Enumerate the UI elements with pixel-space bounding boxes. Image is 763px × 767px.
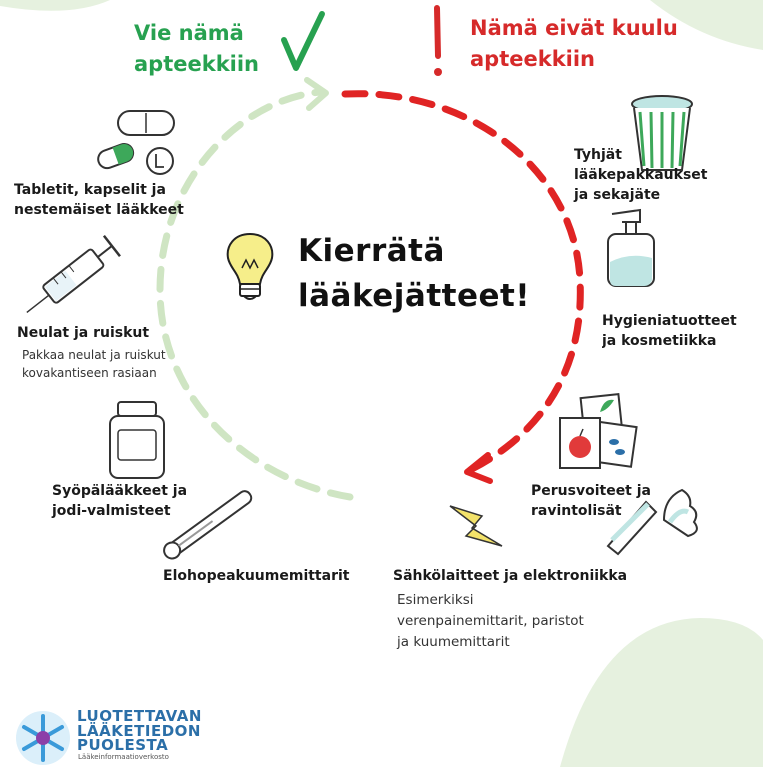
lightning-icon	[450, 506, 502, 546]
item-thermometer-label	[163, 566, 349, 586]
item-syringe-line-1: Neulat ja ruiskut	[17, 325, 150, 341]
item-syringe-note	[22, 346, 166, 382]
center-title-line-1: Kierrätä	[298, 233, 445, 269]
pills-icon	[96, 111, 174, 174]
logo-line-3: PUOLESTA	[77, 736, 169, 754]
item-electronics-note-line-2: verenpainemittarit, paristot	[397, 613, 584, 629]
accepted-heading	[134, 18, 259, 80]
top-left-blob	[0, 0, 110, 11]
item-empty-packages-line-2: lääkepakkaukset	[574, 167, 708, 183]
item-hygiene-line-2: ja kosmetiikka	[602, 333, 717, 349]
rejected-heading-line-2: apteekkiin	[470, 47, 596, 71]
logo-line-1: LUOTETTAVAN	[77, 707, 202, 725]
syringe-icon	[19, 236, 120, 323]
item-syringe-label	[17, 323, 149, 343]
logo-line-2: LÄÄKETIEDON	[77, 721, 201, 740]
item-electronics-note	[397, 590, 584, 653]
accepted-heading-line-2: apteekkiin	[134, 52, 260, 76]
lightbulb-icon	[228, 234, 273, 299]
rejected-heading	[470, 13, 678, 75]
item-empty-packages-line-3: ja sekajäte	[574, 187, 661, 203]
item-empty-packages-label	[574, 145, 707, 205]
logo-text	[77, 709, 202, 753]
item-creams-line-1: Perusvoiteet ja	[531, 483, 651, 499]
exclamation-icon	[434, 8, 442, 76]
item-pills-line-2: nestemäiset lääkkeet	[14, 202, 184, 218]
item-creams-label	[531, 481, 651, 521]
item-electronics-label	[393, 566, 627, 586]
item-syringe-note-line-1: Pakkaa neulat ja ruiskut	[22, 348, 166, 362]
item-creams-line-2: ravintolisät	[531, 503, 622, 519]
item-hygiene-line-1: Hygieniatuotteet	[602, 313, 737, 329]
item-hygiene-label	[602, 311, 763, 351]
item-electronics-line-1: Sähkölaitteet ja elektroniikka	[393, 568, 628, 584]
center-title-line-2: lääkejätteet!	[298, 278, 530, 314]
item-cancer-drugs-label	[52, 481, 187, 521]
food-packages-icon	[560, 394, 637, 468]
item-empty-packages-line-1: Tyhjät	[574, 147, 622, 163]
soap-bottle-icon	[608, 210, 654, 286]
rejected-heading-line-1: Nämä eivät kuulu	[470, 16, 678, 40]
accepted-heading-line-1: Vie nämä	[134, 21, 244, 45]
bottom-right-blob	[560, 618, 763, 767]
snowflake-logo-icon	[16, 711, 70, 765]
item-cancer-drugs-line-2: jodi-valmisteet	[52, 503, 171, 519]
check-mark-icon	[284, 14, 322, 68]
center-title	[298, 229, 530, 319]
item-pills-line-1: Tabletit, kapselit ja	[14, 182, 166, 198]
item-cancer-drugs-line-1: Syöpälääkkeet ja	[52, 483, 188, 499]
item-thermometer-line-1: Elohopeakuumemittarit	[163, 568, 350, 584]
logo-subtitle: Lääkeinformaatioverkosto	[78, 753, 169, 761]
item-syringe-note-line-2: kovakantiseen rasiaan	[22, 366, 157, 380]
medicine-jar-icon	[110, 402, 164, 478]
item-electronics-note-line-3: ja kuumemittarit	[397, 634, 510, 650]
item-electronics-note-line-1: Esimerkiksi	[397, 592, 474, 608]
item-pills-label	[14, 180, 184, 220]
